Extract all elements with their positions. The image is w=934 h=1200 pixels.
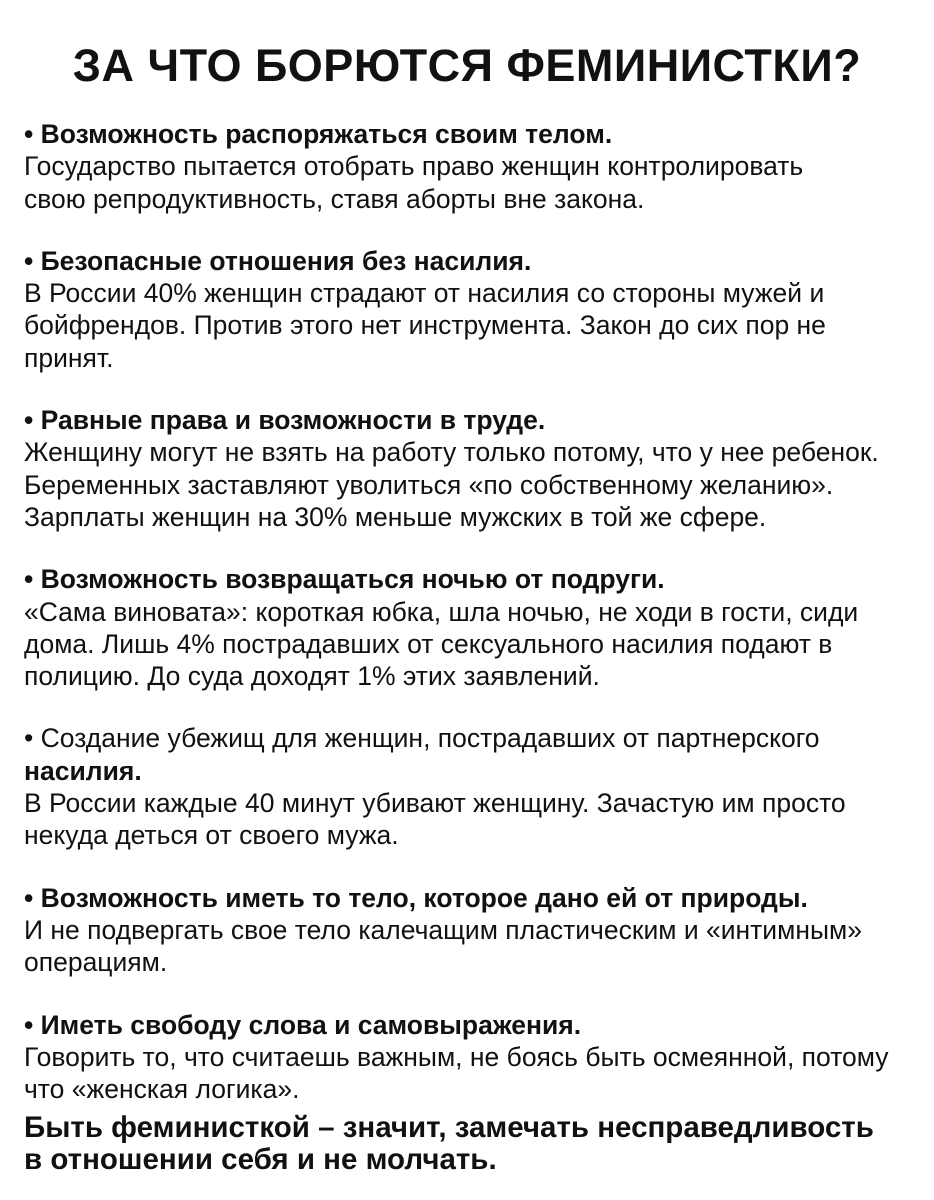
item-text-line: Государство пытается отобрать право женщин контролировать <box>24 151 804 182</box>
list-item <box>24 118 924 215</box>
item-text-line: «Сама виновата»: короткая юбка, шла ночью, не ходи в гости, сиди <box>24 596 859 627</box>
list-item <box>24 722 924 851</box>
item-text-line: Говорить то, что считаешь важным, не боясь быть осмеянной, потому <box>24 1041 889 1072</box>
closing-statement <box>24 1112 874 1176</box>
item-text-line: В России каждые 40 минут убивают женщину. Зачастую им просто <box>24 788 846 819</box>
item-list <box>24 118 924 1135</box>
item-text-line: Зарплаты женщин на 30% меньше мужских в той же сфере. <box>24 501 767 532</box>
list-item <box>24 563 924 692</box>
closing-line: в отношении себя и не молчать. <box>24 1143 497 1176</box>
item-text-line: дома. Лишь 4% пострадавших от сексуального насилия подают в <box>24 628 833 659</box>
item-text-line: полицию. До суда доходят 1% этих заявлений. <box>24 661 600 692</box>
item-text-line: В России 40% женщин страдают от насилия со стороны мужей и <box>24 278 825 309</box>
list-item <box>24 1009 924 1106</box>
item-text-line: операциям. <box>24 947 168 978</box>
item-text-line: принят. <box>24 342 114 373</box>
item-text-line: свою репродуктивность, ставя аборты вне закона. <box>24 183 645 214</box>
list-item <box>24 882 924 979</box>
list-item <box>24 245 924 374</box>
item-text-line: Женщину могут не взять на работу только потому, что у нее ребенок. <box>24 437 879 468</box>
item-heading: • Иметь свободу слова и самовыражения. <box>24 1009 582 1040</box>
list-item <box>24 404 924 533</box>
item-text-line: бойфрендов. Против этого нет инструмента. Закон до сих пор не <box>24 310 826 341</box>
item-heading: • Возможность возвращаться ночью от подруги. <box>24 564 665 595</box>
page-title: ЗА ЧТО БОРЮТСЯ ФЕМИНИСТКИ? <box>72 40 862 91</box>
item-heading-regular: • Создание убежищ для женщин, пострадавших от партнерского <box>24 723 820 754</box>
item-heading: • Равные права и возможности в труде. <box>24 405 546 436</box>
item-text-line: Беременных заставляют уволиться «по собственному желанию». <box>24 469 834 500</box>
item-text-line: некуда деться от своего мужа. <box>24 820 399 851</box>
item-heading: • Возможность иметь то тело, которое дано ей от природы. <box>24 882 808 913</box>
closing-line: Быть феминисткой – значит, замечать несправедливость <box>24 1111 874 1144</box>
item-heading: • Безопасные отношения без насилия. <box>24 245 532 276</box>
item-text-line: И не подвергать свое тело калечащим пластическим и «интимным» <box>24 914 862 945</box>
item-heading: • Возможность распоряжаться своим телом. <box>24 119 613 149</box>
item-text-line: что «женская логика». <box>24 1074 300 1105</box>
item-heading: насилия. <box>24 755 142 786</box>
